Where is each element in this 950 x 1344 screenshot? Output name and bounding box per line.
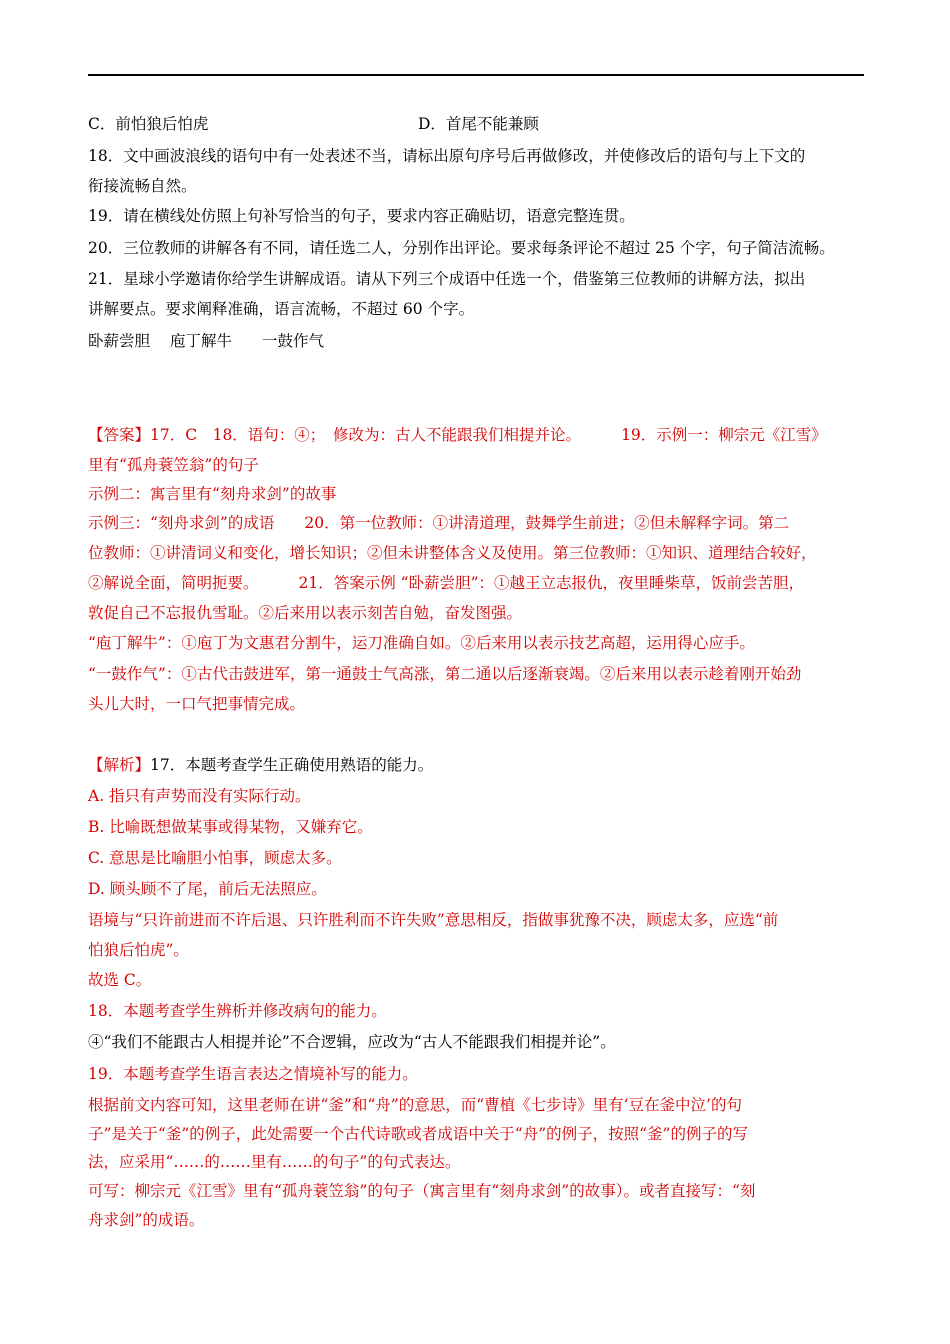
analysis-17-intro: 17．本题考查学生正确使用熟语的能力。 bbox=[150, 756, 434, 774]
analysis-context-line2: 怕狼后怕虎”。 bbox=[88, 941, 189, 959]
answer-line1 bbox=[88, 425, 827, 445]
answer-20-end: ②解说全面，简明扼要。 bbox=[88, 574, 259, 592]
question-18-line1: 18．文中画波浪线的语句中有一处表述不当，请标出原句序号后再做修改，并使修改后的语句与上下文的 bbox=[88, 147, 806, 165]
analysis-19-intro: 19．本题考查学生语言表达之情境补写的能力。 bbox=[88, 1065, 418, 1083]
idiom-1: 卧薪尝胆 bbox=[88, 332, 151, 350]
answer-line5: 位教师：①讲清词义和变化，增长知识；②但未讲整体含义及使用。第三位教师：①知识、道理结合较好， bbox=[88, 544, 817, 562]
analysis-19-p1: 根据前文内容可知，这里老师在讲“釜”和“舟”的意思，而“曹植《七步诗》里有‘豆在釜中泣’的句 bbox=[88, 1096, 742, 1114]
question-21-line2: 讲解要点。要求阐释准确，语言流畅，不超过 60 个字。 bbox=[88, 300, 475, 318]
question-18-line2: 衔接流畅自然。 bbox=[88, 177, 197, 195]
analysis-19-p3: 法，应采用“……的……里有……的句子”的句式表达。 bbox=[88, 1153, 461, 1171]
header-rule bbox=[88, 74, 864, 76]
analysis-label: 【解析】 bbox=[88, 756, 151, 774]
idiom-list bbox=[88, 331, 324, 351]
analysis-19-p2: 子”是关于“釜”的例子，此处需要一个古代诗歌或者成语中关于“舟”的例子，按照“釜”的例子的写 bbox=[88, 1125, 748, 1143]
answer-20-start: 20．第一位教师：①讲清道理，鼓舞学生前进；②但未解释字词。第二 bbox=[304, 514, 790, 532]
analysis-conclusion: 故选 C。 bbox=[88, 971, 152, 989]
analysis-line1 bbox=[88, 755, 433, 775]
analysis-19-p5: 舟求剑”的成语。 bbox=[88, 1211, 205, 1229]
question-20: 20．三位教师的讲解各有不同，请任选二人，分别作出评论。要求每条评论不超过 25 个字，句子简洁流畅。 bbox=[88, 239, 835, 257]
answer-line6 bbox=[88, 573, 804, 593]
answer-line3: 示例二：寓言里有“刻舟求剑”的故事 bbox=[88, 485, 337, 503]
analysis-option-a: A. 指只有声势而没有实际行动。 bbox=[88, 787, 311, 805]
answer-21-start: 21．答案示例 “卧薪尝胆”：①越王立志报仇，夜里睡柴草，饭前尝苦胆， bbox=[298, 574, 805, 592]
idiom-2: 庖丁解牛 bbox=[170, 332, 233, 350]
question-19: 19．请在横线处仿照上句补写恰当的句子，要求内容正确贴切，语意完整连贯。 bbox=[88, 207, 635, 225]
answer-line7: 敦促自己不忘报仇雪耻。②后来用以表示刻苦自勉，奋发图强。 bbox=[88, 604, 523, 622]
answer-example-3: 示例三：“刻舟求剑”的成语 bbox=[88, 514, 275, 532]
option-c: C．前怕狼后怕虎 bbox=[88, 115, 209, 133]
analysis-option-d: D. 顾头顾不了尾，前后无法照应。 bbox=[88, 880, 327, 898]
answer-line2: 里有“孤舟蓑笠翁”的句子 bbox=[88, 456, 259, 474]
answer-line8: “庖丁解牛”：①庖丁为文惠君分割牛，运刀准确自如。②后来用以表示技艺高超，运用得心应手。 bbox=[88, 634, 755, 652]
analysis-option-b: B. 比喻既想做某事或得某物，又嫌弃它。 bbox=[88, 818, 373, 836]
analysis-19-p4: 可写：柳宗元《江雪》里有“孤舟蓑笠翁”的句子（寓言里有“刻舟求剑”的故事）。或者直接写：“刻 bbox=[88, 1182, 756, 1200]
answer-19-start: 19．示例一：柳宗元《江雪》 bbox=[621, 426, 827, 444]
option-d: D．首尾不能兼顾 bbox=[418, 115, 539, 133]
answer-17-18: 【答案】17．C 18．语句：④； 修改为：古人不能跟我们相提并论。 bbox=[88, 426, 582, 444]
question-21-line1: 21．星球小学邀请你给学生讲解成语。请从下列三个成语中任选一个，借鉴第三位教师的讲解方法，拟出 bbox=[88, 270, 806, 288]
idiom-3: 一鼓作气 bbox=[262, 332, 325, 350]
analysis-18-intro: 18．本题考查学生辨析并修改病句的能力。 bbox=[88, 1002, 387, 1020]
answer-line10: 头儿大时，一口气把事情完成。 bbox=[88, 695, 306, 713]
answer-line4 bbox=[88, 513, 789, 533]
analysis-context-line1: 语境与“只许前进而不许后退、只许胜利而不许失败”意思相反，指做事犹豫不决，顾虑太多，应选“前 bbox=[88, 911, 779, 929]
answer-line9: “一鼓作气”：①古代击鼓进军，第一通鼓士气高涨，第二通以后逐渐衰竭。②后来用以表示趁着刚开始劲 bbox=[88, 665, 802, 683]
analysis-18-detail: ④“我们不能跟古人相提并论”不合逻辑，应改为“古人不能跟我们相提并论”。 bbox=[88, 1033, 616, 1051]
analysis-option-c: C. 意思是比喻胆小怕事，顾虑太多。 bbox=[88, 849, 342, 867]
